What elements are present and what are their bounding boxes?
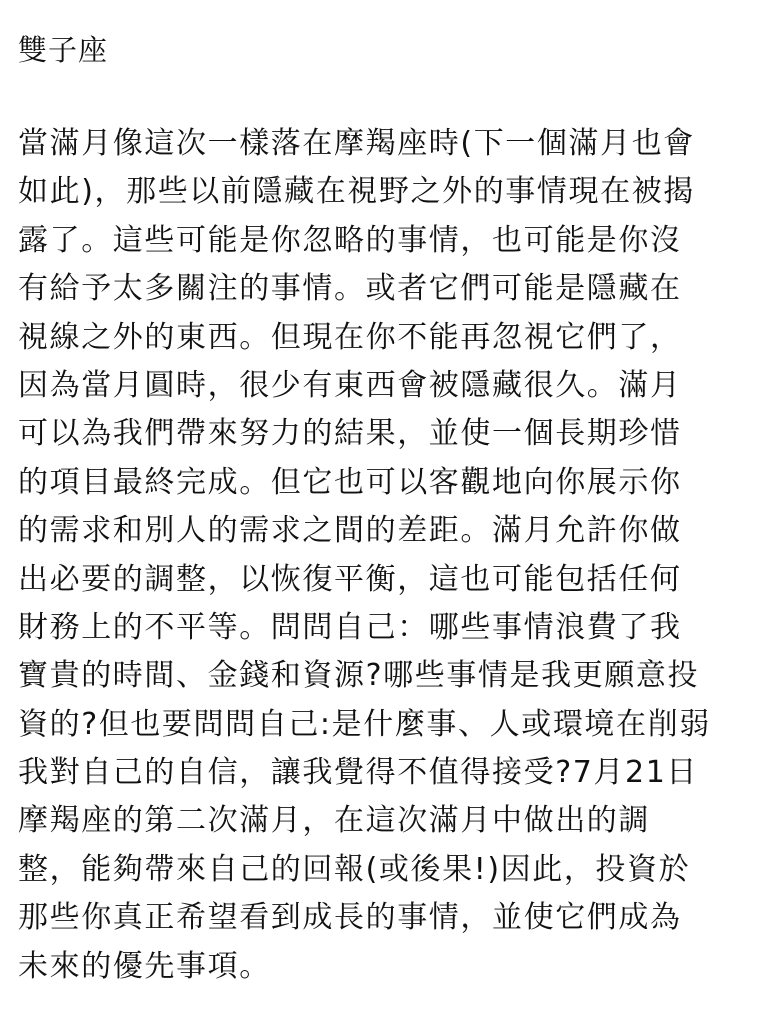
text-line: 出必要的調整，以恢復平衡，這也可能包括任何	[18, 561, 682, 597]
text-line: 寶貴的時間、金錢和資源?哪些事情是我更願意投	[18, 658, 700, 694]
text-line: 可以為我們帶來努力的結果，並使一個長期珍惜	[18, 416, 682, 452]
text-line: 的項目最終完成。但它也可以客觀地向你展示你	[18, 464, 682, 500]
text-line: 的需求和別人的需求之間的差距。滿月允許你做	[18, 513, 682, 549]
text-line: 視線之外的東西。但現在你不能再忽視它們了，	[18, 319, 682, 355]
text-line: 那些你真正希望看到成長的事情，並使它們成為	[18, 900, 682, 936]
text-line: 如此)，那些以前隱藏在視野之外的事情現在被揭	[18, 174, 695, 210]
text-line: 我對自己的自信，讓我覺得不值得接受?7月21日	[18, 755, 698, 791]
page-title: 雙子座	[18, 33, 109, 67]
text-line: 未來的優先事項。	[18, 948, 271, 984]
text-line: 因為當月圓時，很少有東西會被隱藏很久。滿月	[18, 367, 682, 403]
text-line: 摩羯座的第二次滿月，在這次滿月中做出的調	[18, 803, 650, 839]
text-line: 財務上的不平等。問問自己：哪些事情浪費了我	[18, 609, 682, 645]
text-line: 整，能夠帶來自己的回報(或後果!)因此，投資於	[18, 851, 691, 887]
body-paragraph	[18, 120, 741, 991]
text-line: 資的?但也要問問自己:是什麼事、人或環境在削弱	[18, 706, 711, 742]
text-line: 有給予太多關注的事情。或者它們可能是隱藏在	[18, 271, 682, 307]
blank-line	[18, 72, 741, 120]
text-line: 當滿月像這次一樣落在摩羯座時(下一個滿月也會	[18, 126, 695, 161]
text-line: 露了。這些可能是你忽略的事情，也可能是你沒	[18, 222, 682, 258]
